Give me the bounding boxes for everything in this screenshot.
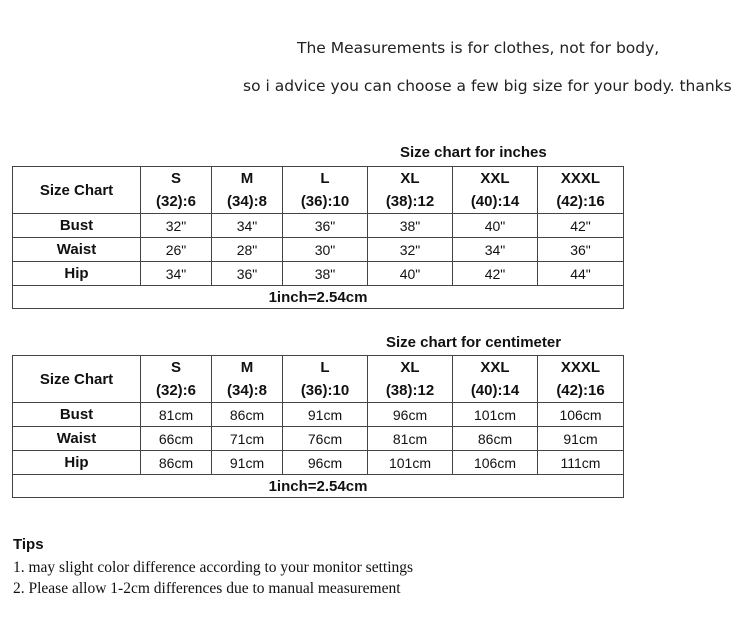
table-header-row (13, 356, 624, 403)
size-header-cell (453, 167, 538, 214)
measurement-label: Bust (13, 214, 141, 238)
inches-chart-title: Size chart for inches (400, 144, 547, 161)
size-header-cell (212, 167, 283, 214)
measurement-value: 34" (141, 262, 212, 286)
measurement-note-line-1: The Measurements is for clothes, not for body, (297, 39, 660, 57)
measurement-label: Hip (13, 262, 141, 286)
measurement-value: 86cm (453, 427, 538, 451)
tip-item: 1. may slight color difference according to your monitor settings (13, 559, 414, 576)
size-code: (34):8 (226, 382, 267, 399)
measurement-value: 26" (141, 238, 212, 262)
measurement-value: 96cm (283, 451, 368, 475)
size-header-cell (368, 167, 453, 214)
measurement-value: 71cm (212, 427, 283, 451)
size-code: (32):6 (155, 193, 196, 210)
measurement-label: Hip (13, 451, 141, 475)
table-row (13, 214, 624, 238)
measurement-value: 86cm (141, 451, 212, 475)
measurement-value: 44" (538, 262, 624, 286)
measurement-value: 101cm (453, 403, 538, 427)
measurement-value: 86cm (212, 403, 283, 427)
table-footer-row (13, 286, 624, 309)
measurement-value: 91cm (283, 403, 368, 427)
size-name: S (170, 359, 181, 376)
size-name: M (240, 359, 254, 376)
size-code: (34):8 (226, 193, 267, 210)
size-name: XXXL (560, 359, 601, 376)
measurement-value: 106cm (538, 403, 624, 427)
measurement-value: 42" (453, 262, 538, 286)
size-name: XXXL (560, 170, 601, 187)
measurement-value: 106cm (453, 451, 538, 475)
measurement-value: 101cm (368, 451, 453, 475)
tips-heading: Tips (13, 536, 44, 553)
table-row (13, 403, 624, 427)
size-header-cell (141, 356, 212, 403)
table-row (13, 238, 624, 262)
measurement-value: 40" (453, 214, 538, 238)
size-chart-label: Size Chart (13, 356, 141, 403)
measurement-value: 28" (212, 238, 283, 262)
tip-item: 2. Please allow 1-2cm differences due to manual measurement (13, 580, 401, 597)
measurement-value: 91cm (212, 451, 283, 475)
size-code: (36):10 (300, 382, 350, 399)
size-code: (40):14 (470, 193, 520, 210)
measurement-value: 91cm (538, 427, 624, 451)
size-chart-label: Size Chart (13, 167, 141, 214)
measurement-value: 36" (538, 238, 624, 262)
size-name: L (320, 170, 330, 187)
size-code: (40):14 (470, 382, 520, 399)
size-header-cell (212, 356, 283, 403)
measurement-value: 40" (368, 262, 453, 286)
size-name: S (170, 170, 181, 187)
size-header-cell (453, 356, 538, 403)
size-header-cell (538, 167, 624, 214)
centimeter-size-table (12, 355, 624, 498)
size-header-cell (141, 167, 212, 214)
size-name: M (240, 170, 254, 187)
size-name: XL (400, 170, 420, 187)
table-row (13, 427, 624, 451)
measurement-value: 81cm (141, 403, 212, 427)
size-header-cell (283, 167, 368, 214)
size-code: (38):12 (385, 193, 435, 210)
measurement-note-line-2: so i advice you can choose a few big size for your body. thanks (243, 77, 732, 95)
size-name: XXL (480, 170, 510, 187)
size-header-cell (538, 356, 624, 403)
measurement-value: 42" (538, 214, 624, 238)
measurement-value: 32" (368, 238, 453, 262)
size-name: XL (400, 359, 420, 376)
size-code: (38):12 (385, 382, 435, 399)
table-row (13, 262, 624, 286)
size-code: (36):10 (300, 193, 350, 210)
measurement-value: 36" (212, 262, 283, 286)
measurement-label: Waist (13, 427, 141, 451)
inches-size-table (12, 166, 624, 309)
conversion-note: 1inch=2.54cm (13, 475, 624, 498)
measurement-value: 96cm (368, 403, 453, 427)
measurement-value: 32" (141, 214, 212, 238)
size-name: L (320, 359, 330, 376)
size-code: (42):16 (556, 382, 605, 399)
size-code: (42):16 (556, 193, 605, 210)
measurement-value: 30" (283, 238, 368, 262)
measurement-value: 34" (453, 238, 538, 262)
measurement-label: Waist (13, 238, 141, 262)
measurement-value: 76cm (283, 427, 368, 451)
table-footer-row (13, 475, 624, 498)
table-row (13, 451, 624, 475)
measurement-value: 38" (368, 214, 453, 238)
size-header-cell (283, 356, 368, 403)
conversion-note: 1inch=2.54cm (13, 286, 624, 309)
table-header-row (13, 167, 624, 214)
measurement-label: Bust (13, 403, 141, 427)
size-name: XXL (480, 359, 510, 376)
size-header-cell (368, 356, 453, 403)
centimeter-chart-title: Size chart for centimeter (386, 334, 562, 351)
measurement-value: 38" (283, 262, 368, 286)
measurement-value: 36" (283, 214, 368, 238)
measurement-value: 34" (212, 214, 283, 238)
size-code: (32):6 (155, 382, 196, 399)
measurement-value: 66cm (141, 427, 212, 451)
measurement-value: 111cm (538, 451, 624, 475)
measurement-value: 81cm (368, 427, 453, 451)
